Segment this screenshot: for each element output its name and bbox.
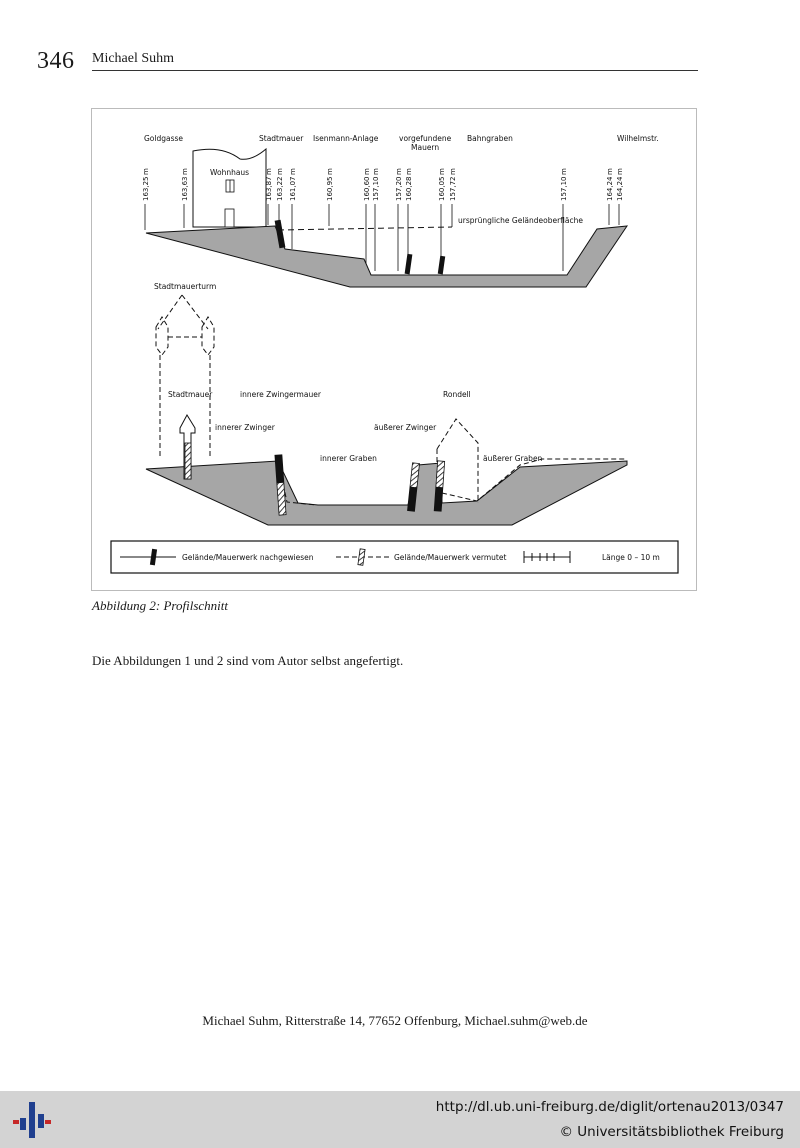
svg-text:m: m bbox=[449, 168, 457, 175]
legend-scale-label: Länge 0 – 10 m bbox=[602, 553, 660, 562]
elevation-label: 157,20 bbox=[395, 176, 403, 201]
elevation-label: 160,95 bbox=[326, 176, 334, 201]
footer-url-link[interactable]: http://dl.ub.uni-freiburg.de/diglit/ortenau2013/0347 bbox=[435, 1099, 784, 1115]
svg-text:m: m bbox=[405, 168, 413, 175]
elevation-label: 164,24 bbox=[616, 176, 624, 201]
legend-assumed-label: Gelände/Mauerwerk vermutet bbox=[394, 553, 507, 562]
lower-ground-section bbox=[146, 461, 627, 525]
svg-text:m: m bbox=[326, 168, 334, 175]
running-head: Michael Suhm bbox=[92, 51, 175, 66]
legend-proven-label: Gelände/Mauerwerk nachgewiesen bbox=[182, 553, 314, 562]
elevation-label: 161,07 bbox=[289, 176, 297, 201]
label-wohnhaus: Wohnhaus bbox=[210, 168, 250, 177]
profile-section-figure bbox=[91, 108, 697, 591]
elevation-label: 157,10 bbox=[560, 176, 568, 201]
label-bahngraben: Bahngraben bbox=[467, 134, 513, 143]
label-rondell: Rondell bbox=[443, 390, 471, 399]
svg-text:m: m bbox=[616, 168, 624, 175]
svg-text:m: m bbox=[289, 168, 297, 175]
svg-text:m: m bbox=[363, 168, 371, 175]
elevation-label: 164,24 bbox=[606, 176, 614, 201]
svg-text:m: m bbox=[395, 168, 403, 175]
elevation-label: 163,87 bbox=[265, 176, 273, 201]
label-stadtmauerturm: Stadtmauerturm bbox=[154, 282, 217, 291]
svg-text:m: m bbox=[606, 168, 614, 175]
label-innere-zwingermauer: innere Zwingermauer bbox=[240, 390, 321, 399]
svg-text:m: m bbox=[265, 168, 273, 175]
label-stadtmauer-top: Stadtmauer bbox=[259, 134, 304, 143]
svg-text:m: m bbox=[372, 168, 380, 175]
header-rule bbox=[92, 70, 698, 71]
elevation-label: 160,05 bbox=[438, 176, 446, 201]
label-vorgefundene: vorgefundene bbox=[399, 134, 452, 143]
upper-ground-section bbox=[146, 226, 627, 287]
author-address: Michael Suhm, Ritterstraße 14, 77652 Offenburg, Michael.suhm@web.de bbox=[202, 1013, 588, 1028]
label-goldgasse: Goldgasse bbox=[144, 134, 184, 143]
elevation-label: 157,72 bbox=[449, 176, 457, 201]
svg-text:m: m bbox=[276, 168, 284, 175]
found-wall-1 bbox=[405, 254, 413, 275]
figure-caption: Abbildung 2: Profilschnitt bbox=[92, 598, 229, 613]
elevation-label: 160,60 bbox=[363, 176, 371, 201]
original-surface-line bbox=[278, 227, 452, 230]
label-original-surface: ursprüngliche Geländeoberfläche bbox=[458, 216, 583, 225]
house-door bbox=[225, 209, 234, 227]
label-aeusserer-graben: äußerer Graben bbox=[483, 454, 543, 463]
label-wilhelmstr: Wilhelmstr. bbox=[617, 134, 659, 143]
found-wall-2 bbox=[438, 256, 445, 275]
elevation-label: 163,63 bbox=[181, 176, 189, 201]
elevation-label: 163,22 bbox=[276, 176, 284, 201]
svg-text:m: m bbox=[560, 168, 568, 175]
label-mauern: Mauern bbox=[411, 143, 440, 152]
label-innerer-zwinger: innerer Zwinger bbox=[215, 423, 275, 432]
svg-text:m: m bbox=[142, 168, 150, 175]
body-paragraph: Die Abbildungen 1 und 2 sind vom Autor selbst angefertigt. bbox=[92, 653, 404, 668]
elevation-label: 160,28 bbox=[405, 176, 413, 201]
svg-text:m: m bbox=[181, 168, 189, 175]
label-aeusserer-zwinger: äußerer Zwinger bbox=[374, 423, 437, 432]
label-isenmann-anlage: Isenmann-Anlage bbox=[313, 134, 379, 143]
ub-freiburg-logo-icon bbox=[12, 1100, 52, 1140]
svg-text:m: m bbox=[438, 168, 446, 175]
page-number: 346 bbox=[37, 48, 75, 74]
elevation-label: 157,10 bbox=[372, 176, 380, 201]
profile-section-drawing bbox=[92, 109, 698, 592]
footer-copyright: © Universitätsbibliothek Freiburg bbox=[559, 1124, 784, 1140]
label-stadtmauer-lower: Stadtmauer bbox=[168, 390, 213, 399]
elevation-label: 163,25 bbox=[142, 176, 150, 201]
label-innerer-graben: innerer Graben bbox=[320, 454, 377, 463]
